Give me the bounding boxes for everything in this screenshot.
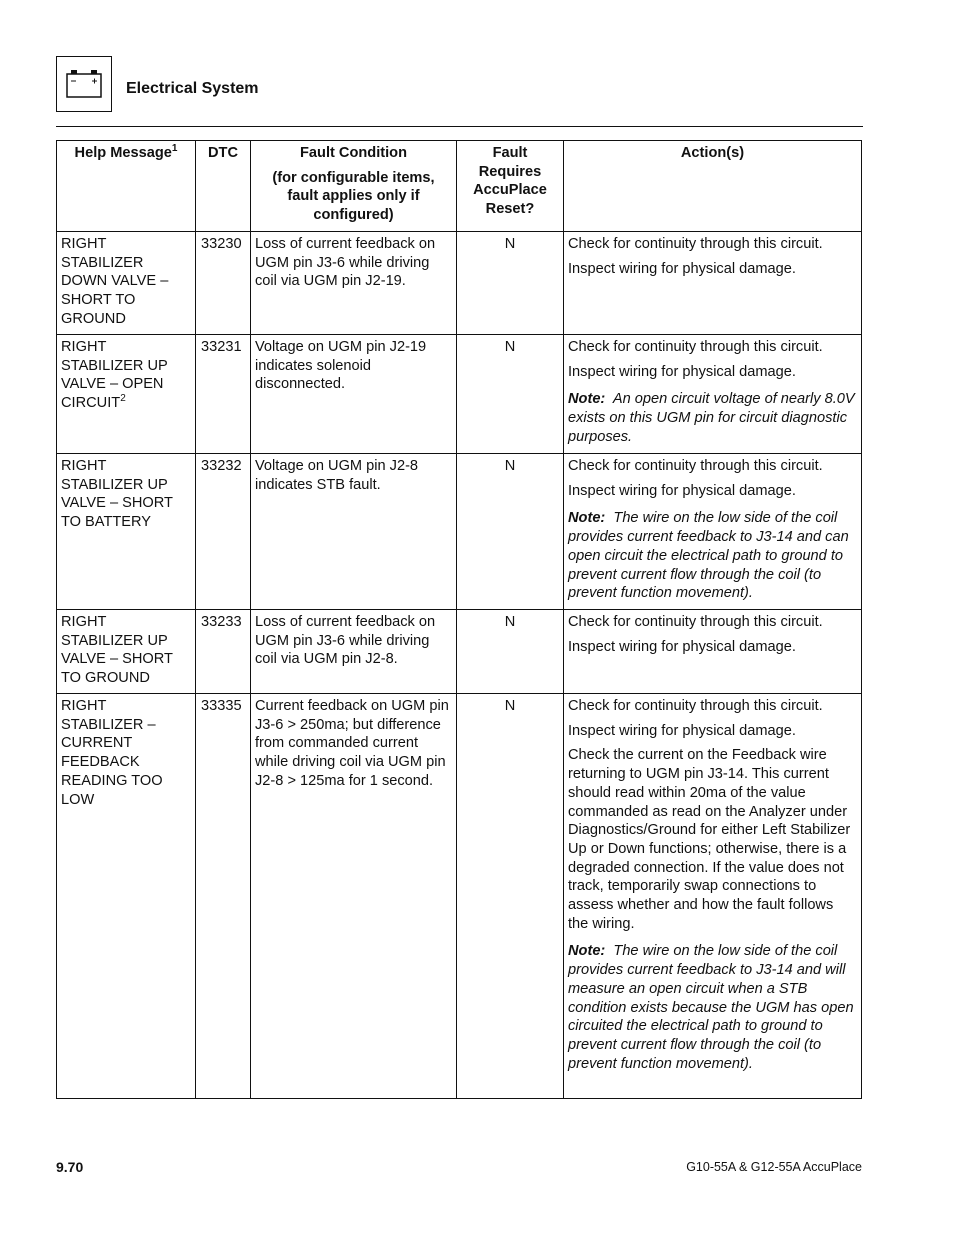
action-item: Check for continuity through this circuit.: [568, 614, 823, 630]
fault-condition-cell: Voltage on UGM pin J2-19 indicates solenoid disconnected.: [251, 335, 457, 454]
dtc-cell: 33233: [196, 610, 251, 694]
fault-condition-cell: Voltage on UGM pin J2-8 indicates STB fault.: [251, 454, 457, 610]
section-title: Electrical System: [126, 80, 259, 97]
fault-condition-cell: Loss of current feedback on UGM pin J3-6 while driving coil via UGM pin J2-19.: [251, 232, 457, 335]
table-row: [57, 454, 862, 610]
reset-cell: N: [457, 232, 564, 335]
action-item: Check for continuity through this circuit.: [568, 236, 823, 252]
action-note: Note: The wire on the low side of the coil provides current feedback to J3-14 and can open circuit the electrical path to ground to prevent current flow through the coil (to prevent function movement).: [568, 510, 849, 602]
help-message-cell: RIGHT STABILIZER UP VALVE – SHORT TO GROUND: [57, 610, 196, 694]
table-row: [57, 335, 862, 454]
table-row: [57, 232, 862, 335]
action-item: Check for continuity through this circuit.: [568, 339, 823, 355]
actions-cell: [564, 232, 862, 335]
action-item: Inspect wiring for physical damage.: [568, 482, 796, 499]
document-title: G10-55A & G12-55A AccuPlace: [686, 1160, 862, 1174]
table-row: [57, 610, 862, 694]
dtc-cell: 33230: [196, 232, 251, 335]
column-header-dtc: DTC: [196, 141, 251, 232]
help-message-cell: RIGHT STABILIZER DOWN VALVE – SHORT TO GROUND: [57, 232, 196, 335]
actions-cell: [564, 610, 862, 694]
reset-cell: N: [457, 694, 564, 1099]
fault-condition-cell: Loss of current feedback on UGM pin J3-6 while driving coil via UGM pin J2-8.: [251, 610, 457, 694]
action-note: Note: An open circuit voltage of nearly 8.0V exists on this UGM pin for circuit diagnostic purposes.: [568, 391, 855, 445]
section-icon-box: [56, 56, 112, 112]
action-item: Check for continuity through this circuit.: [568, 698, 823, 714]
reset-cell: N: [457, 335, 564, 454]
action-note: Note: The wire on the low side of the coil provides current feedback to J3-14 and will measure an open circuit when a STB condition exists because the UGM has open circuited the electrical path to ground to prevent current flow through the coil (to prevent function movement).: [568, 943, 854, 1072]
column-header-actions: Action(s): [564, 141, 862, 232]
help-message-cell: RIGHT STABILIZER UP VALVE – OPEN CIRCUIT$^2$: [57, 335, 196, 454]
column-header-help-message: Help Message$^1$: [57, 141, 196, 232]
action-item: Inspect wiring for physical damage.: [568, 722, 796, 739]
action-item: Inspect wiring for physical damage.: [568, 260, 796, 277]
action-item: Inspect wiring for physical damage.: [568, 638, 796, 655]
help-message-cell: RIGHT STABILIZER UP VALVE – SHORT TO BATTERY: [57, 454, 196, 610]
header-rule: [56, 126, 863, 127]
reset-cell: N: [457, 610, 564, 694]
battery-icon: [65, 69, 103, 99]
column-header-reset: Fault Requires AccuPlace Reset?: [457, 141, 564, 232]
action-item: Check the current on the Feedback wire returning to UGM pin J3-14. This current should read within 20ma of the value commanded as read on the Analyzer under Diagnostics/Ground for either Left Stabilizer Up or Down functions; otherwise, there is a degraded connection. If the value does not track, temporarily swap connections to assess whether and how the fault follows the wiring.: [568, 747, 851, 932]
column-header-fault-condition: Fault Condition (for configurable items, fault applies only if configured): [251, 141, 457, 232]
table-row: [57, 694, 862, 1099]
actions-cell: [564, 694, 862, 1099]
dtc-cell: 33231: [196, 335, 251, 454]
actions-cell: [564, 454, 862, 610]
reset-cell: N: [457, 454, 564, 610]
dtc-cell: 33232: [196, 454, 251, 610]
dtc-cell: 33335: [196, 694, 251, 1099]
fault-table: [56, 140, 862, 1099]
action-item: Check for continuity through this circuit.: [568, 458, 823, 474]
fault-condition-cell: Current feedback on UGM pin J3-6 > 250ma; but difference from commanded current while driving coil via UGM pin J2-8 > 125ma for 1 second.: [251, 694, 457, 1099]
fault-condition-subheading: (for configurable items, fault applies only if configured): [272, 169, 435, 224]
table-header-row: [57, 141, 862, 232]
action-item: Inspect wiring for physical damage.: [568, 363, 796, 380]
actions-cell: [564, 335, 862, 454]
help-message-cell: RIGHT STABILIZER – CURRENT FEEDBACK READING TOO LOW: [57, 694, 196, 1099]
page-number: 9.70: [56, 1159, 84, 1175]
